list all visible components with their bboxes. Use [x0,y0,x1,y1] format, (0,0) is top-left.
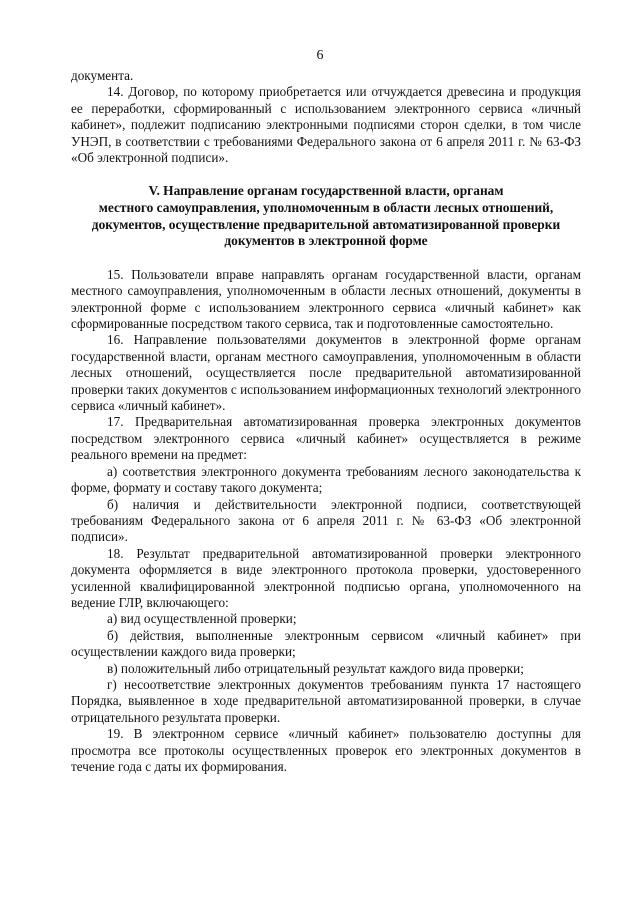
document-body [71,68,581,775]
section-heading-line: документов, осуществление предварительной автоматизированной проверки [91,216,561,232]
list-item-18d: г) несоответствие электронных документов требованиям пункта 17 настоящего Порядка, выявленное в ходе предварительной автоматизированной проверки, в случае отрицательного результата проверки. [71,676,581,725]
section-heading-line: местного самоуправления, уполномоченным в области лесных отношений, [98,200,554,216]
paragraph-17: 17. Предварительная автоматизированная проверка электронных документов посредством электронного сервиса «личный кабинет» осуществляется в режиме реального времени на предмет: [71,414,581,463]
paragraph-18: 18. Результат предварительной автоматизированной проверки электронного документа оформляется в виде электронного протокола проверки, удостоверенного усиленной квалифицированной электронной подписью органа, уполномоченного на ведение ГЛР, включающего: [71,545,581,610]
paragraph-14: 14. Договор, по которому приобретается или отчуждается древесина и продукция ее переработки, сформированный с использованием электронного сервиса «личный кабинет», подлежит подписанию электронными подписями сторон сделки, в том числе УНЭП, в соответствии с требованиями Федерального закона от 6 апреля 2011 г. № 63-ФЗ «Об электронной подписи». [71,84,581,166]
paragraph-16: 16. Направление пользователями документов в электронной форме органам государственной власти, органам местного самоуправления, уполномоченным в области лесных отношений, осуществляется после предварительной автоматизированной проверки таких документов с использованием информационных технологий электронного сервиса «личный кабинет». [71,332,581,414]
section-heading [71,183,581,249]
paragraph-continuation: документа. [71,68,134,83]
list-item-18a: а) вид осуществленной проверки; [107,611,297,627]
page-number: 6 [316,48,324,63]
section-heading-line: документов в электронной форме [224,233,428,249]
list-item-17b: б) наличия и действительности электронной подписи, соответствующей требованиям Федерального закона от 6 апреля 2011 г. № 63-ФЗ «Об электронной подписи». [71,496,581,545]
list-item-17a: а) соответствия электронного документа требованиям лесного законодательства к форме, формату и составу такого документа; [71,463,581,496]
section-heading-line: V. Направление органам государственной власти, органам [148,183,504,199]
paragraph-19: 19. В электронном сервисе «личный кабинет» пользователю доступны для просмотра все протоколы осуществленных проверок его электронных документов в течение года с даты их формирования. [71,726,581,774]
list-item-18b: б) действия, выполненные электронным сервисом «личный кабинет» при осуществлении каждого вида проверки; [71,627,581,660]
list-item-18c: в) положительный либо отрицательный результат каждого вида проверки; [107,660,524,676]
paragraph-15: 15. Пользователи вправе направлять органам государственной власти, органам местного самоуправления, уполномоченным в области лесных отношений, документы в электронной форме с использованием электронного сервиса «личный кабинет» как сформированные посредством такого сервиса, так и подготовленные самостоятельно. [71,266,581,332]
